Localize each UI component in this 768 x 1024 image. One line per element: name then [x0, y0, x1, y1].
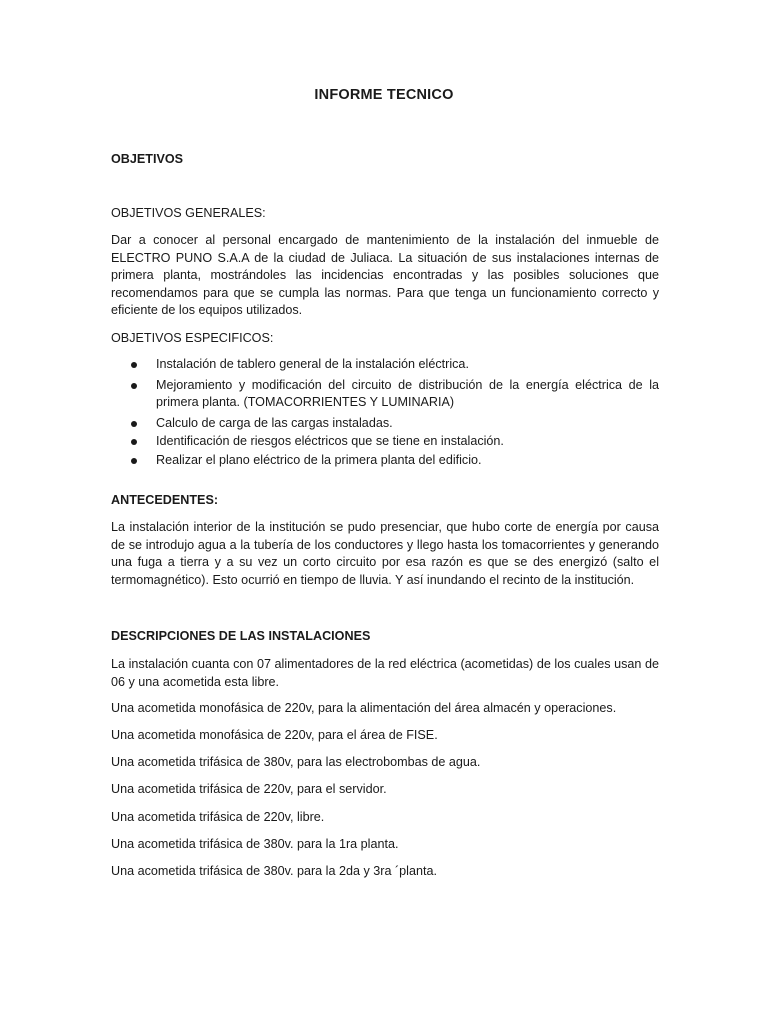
- list-item-text: Identificación de riesgos eléctricos que se tiene en instalación.: [156, 434, 504, 448]
- acometida-line: Una acometida trifásica de 220v, libre.: [111, 810, 325, 824]
- antecedentes-heading: ANTECEDENTES:: [111, 493, 219, 507]
- acometida-line: Una acometida trifásica de 380v. para la 2da y 3ra ´planta.: [111, 864, 437, 878]
- list-item: [111, 452, 659, 470]
- list-item: [111, 433, 659, 451]
- objetivos-generales-heading: OBJETIVOS GENERALES:: [111, 206, 266, 220]
- acometida-line: Una acometida monofásica de 220v, para la alimentación del área almacén y operaciones.: [111, 701, 617, 715]
- objetivos-especificos-list: [111, 356, 659, 469]
- list-item: [111, 377, 659, 412]
- objetivos-heading: OBJETIVOS: [111, 152, 184, 166]
- bullet-icon: [131, 421, 137, 427]
- acometida-line: Una acometida trifásica de 380v. para la 1ra planta.: [111, 837, 399, 851]
- list-item-text: Instalación de tablero general de la instalación eléctrica.: [156, 357, 469, 371]
- bullet-icon: [131, 458, 137, 464]
- bullet-icon: [131, 439, 137, 445]
- descripciones-heading: DESCRIPCIONES DE LAS INSTALACIONES: [111, 629, 371, 643]
- acometida-line: Una acometida monofásica de 220v, para el área de FISE.: [111, 728, 438, 742]
- objetivos-especificos-heading: OBJETIVOS ESPECIFICOS:: [111, 331, 274, 345]
- page-title: INFORME TECNICO: [314, 87, 454, 103]
- list-item-text: Calculo de carga de las cargas instaladas.: [156, 415, 393, 430]
- bullet-icon: [131, 383, 137, 389]
- acometida-line: Una acometida trifásica de 220v, para el servidor.: [111, 782, 387, 796]
- acometida-line: Una acometida trifásica de 380v, para las electrobombas de agua.: [111, 755, 481, 769]
- list-item: [111, 356, 659, 374]
- bullet-icon: [131, 362, 137, 368]
- list-item-text: Realizar el plano eléctrico de la primera planta del edificio.: [156, 452, 482, 467]
- antecedentes-paragraph: La instalación interior de la institución se pudo presenciar, que hubo corte de energía por causa de se introdujo agua a la tubería de los conductores y llego hasta los tomacorrientes y generando una fuga a tierra y a su vez un corto circuito por esa razón es que se des energizó (salto el termomagnético). Esto ocurrió en tiempo de lluvia. Y así inundando el recinto de la institución.: [111, 520, 659, 587]
- descripciones-intro-paragraph: La instalación cuanta con 07 alimentadores de la red eléctrica (acometidas) de los cuales usan de 06 y una acometida esta libre.: [111, 657, 659, 689]
- objetivos-generales-paragraph: Dar a conocer al personal encargado de mantenimiento de la instalación del inmueble de ELECTRO PUNO S.A.A de la ciudad de Juliaca. La situación de sus instalaciones internas de primera planta, mostrándoles las incidencias encontradas y las posibles soluciones que recomendamos para que se cumpla las normas. Para que tenga un funcionamiento correcto y eficiente de los equipos utilizados.: [111, 233, 659, 318]
- list-item: [111, 415, 659, 433]
- list-item-text: Mejoramiento y modificación del circuito de distribución de la energía eléctrica de la primera planta. (TOMACORRIENTES Y LUMINARIA): [156, 377, 659, 409]
